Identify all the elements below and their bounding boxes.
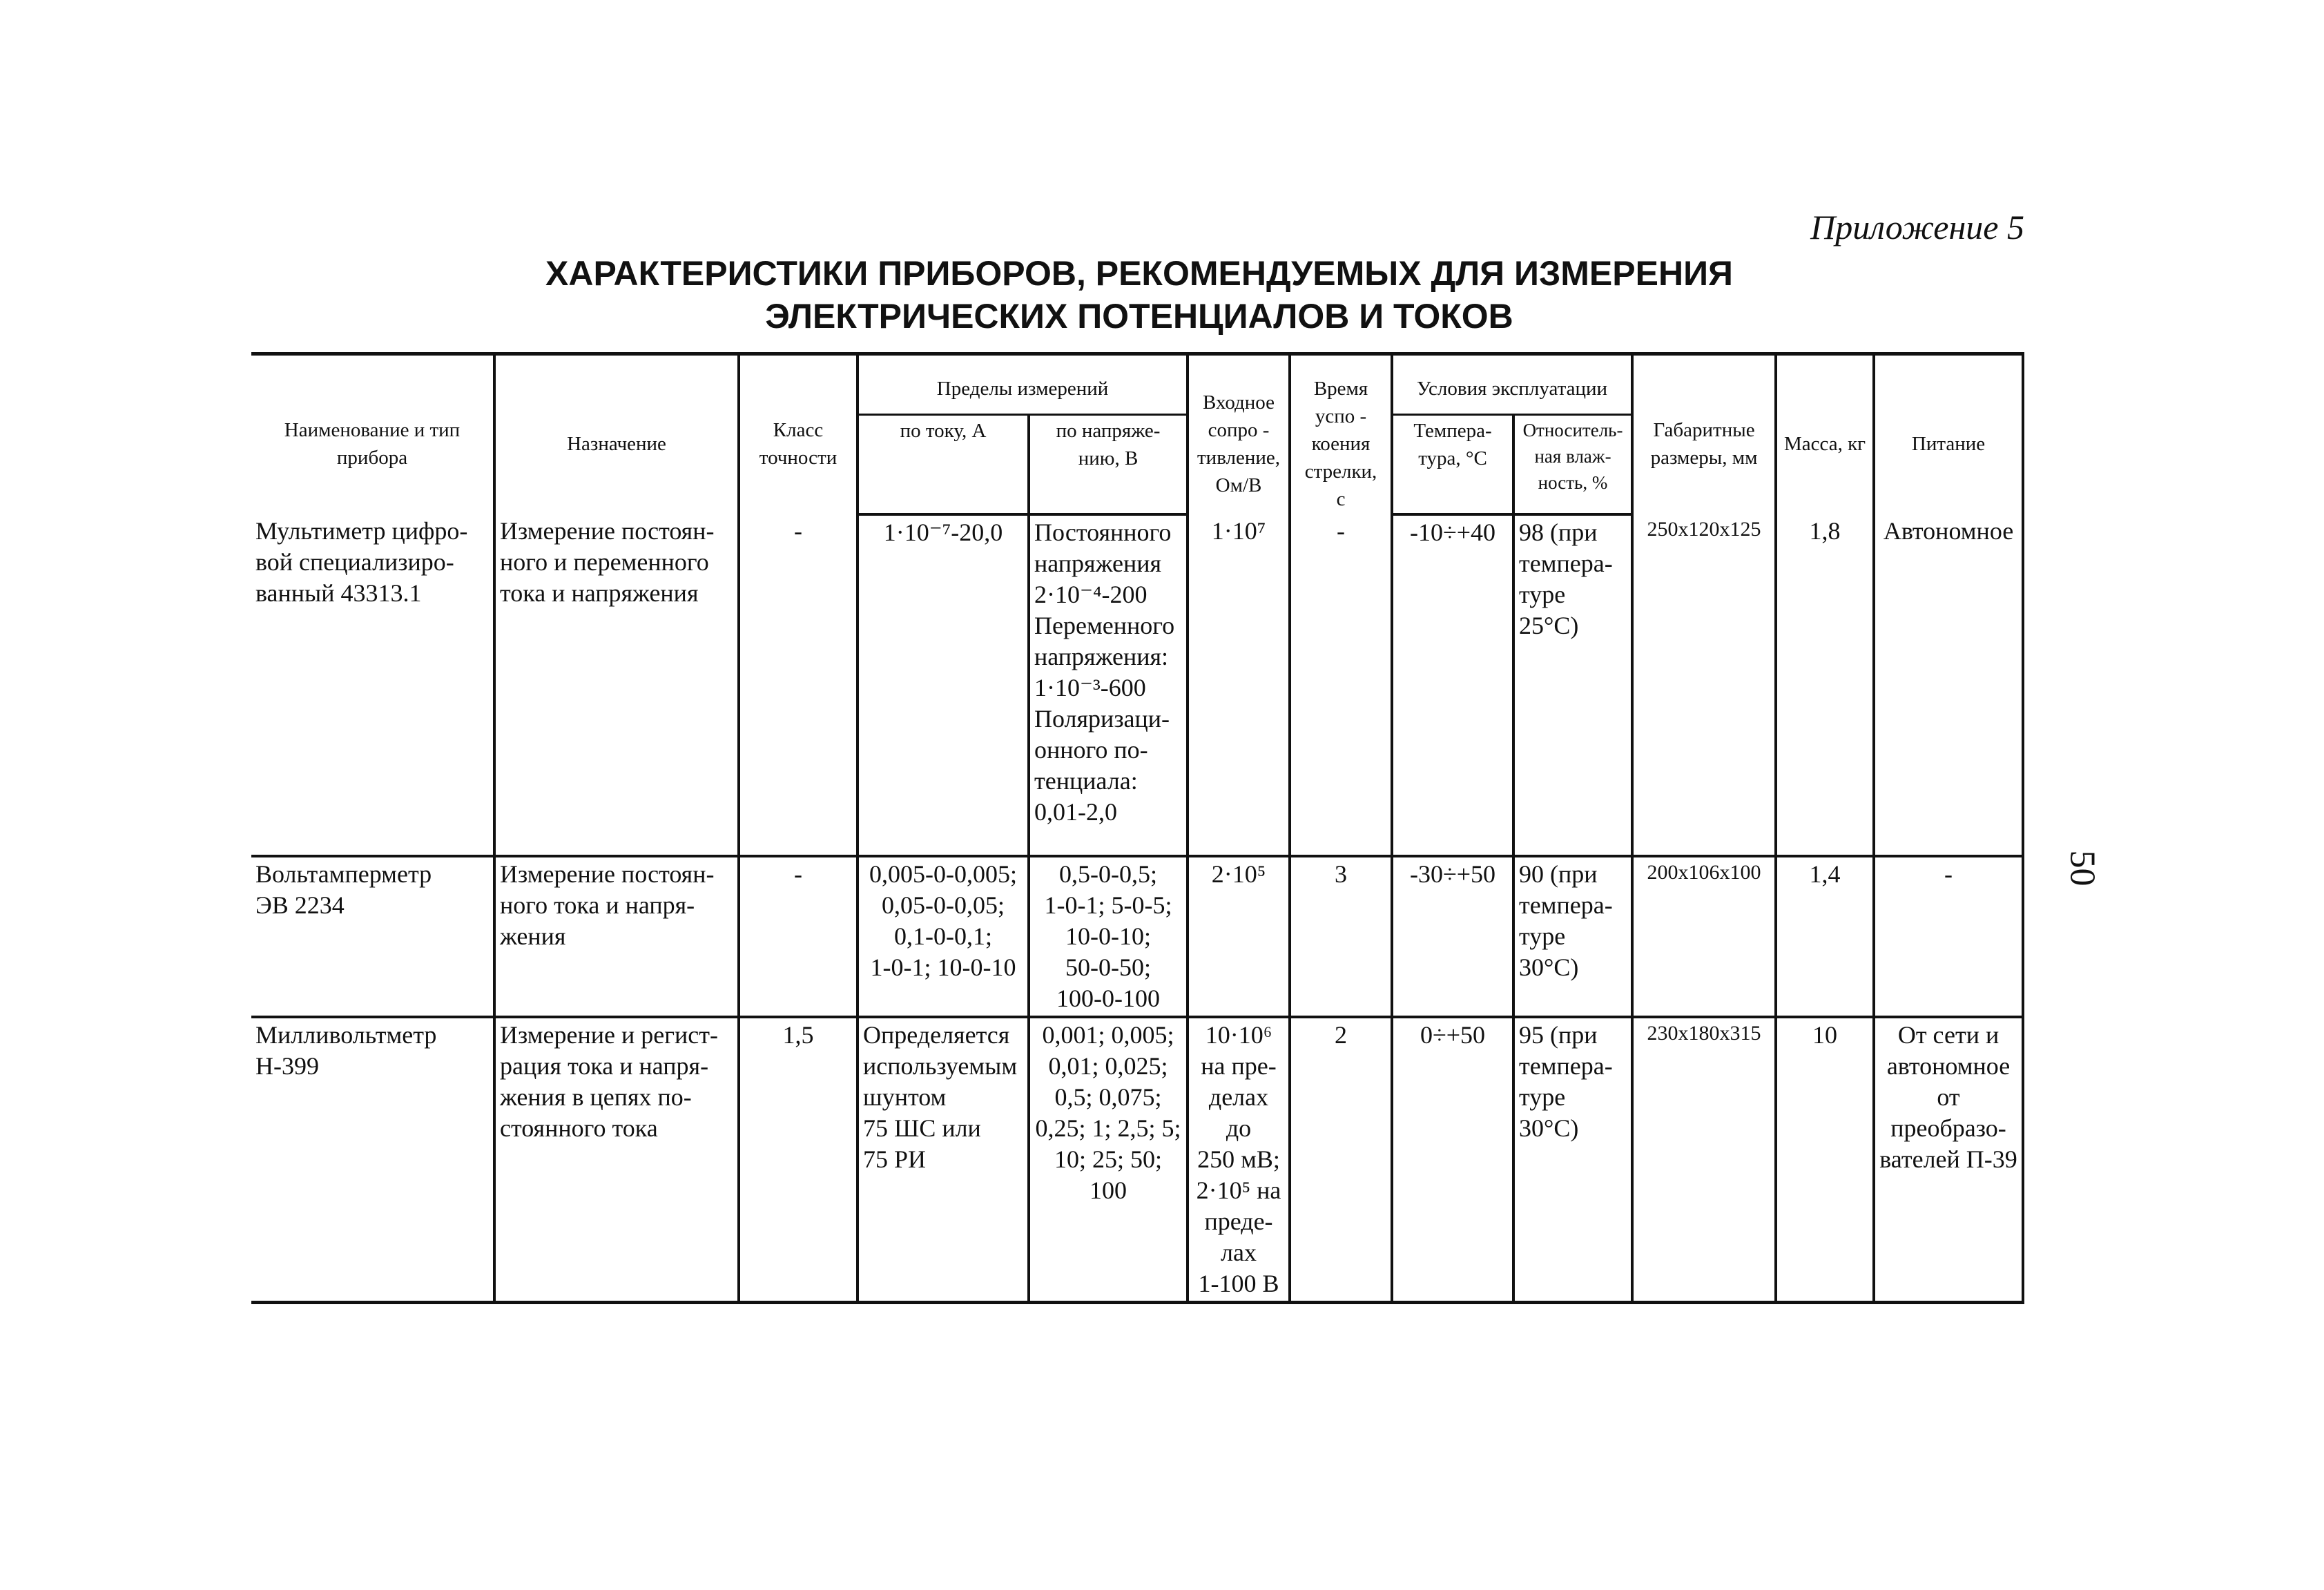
page-title	[0, 252, 2278, 338]
cell-accuracy: -	[739, 856, 858, 1017]
header-temperature: Темпера- тура, °С	[1392, 415, 1513, 515]
cell-mass: 1,8	[1776, 514, 1874, 856]
header-resistance: Входное сопро - тивление, Ом/В	[1188, 354, 1290, 515]
cell-accuracy: 1,5	[739, 1017, 858, 1303]
cell-temperature: -30÷+50	[1392, 856, 1513, 1017]
header-accuracy: Класс точности	[739, 354, 858, 515]
cell-voltage: 0,001; 0,005; 0,01; 0,025; 0,5; 0,075; 0,25; 1; 2,5; 5; 10; 25; 50; 100	[1029, 1017, 1188, 1303]
cell-resistance: 1·10⁷	[1188, 514, 1290, 856]
cell-dimensions: 250x120x125	[1632, 514, 1776, 856]
appendix-label: Приложение 5	[1810, 208, 2024, 246]
header-limits-current: по току, А	[858, 415, 1029, 515]
header-purpose: Назначение	[494, 354, 739, 515]
table-row	[251, 856, 2023, 1017]
header-mass: Масса, кг	[1776, 354, 1874, 515]
header-conditions: Условия эксплуатации	[1392, 354, 1632, 415]
cell-voltage: 0,5-0-0,5; 1-0-1; 5-0-5; 10-0-10; 50-0-50; 100-0-100	[1029, 856, 1188, 1017]
cell-purpose: Измерение постоян- ного и переменного тока и напряжения	[494, 514, 739, 856]
cell-temperature: 0÷+50	[1392, 1017, 1513, 1303]
cell-resistance: 2·10⁵	[1188, 856, 1290, 1017]
cell-purpose: Измерение постоян- ного тока и напря- жения	[494, 856, 739, 1017]
header-limits-voltage: по напряже- нию, В	[1029, 415, 1188, 515]
cell-power: От сети и автономное от преобразо- вателей П-39	[1874, 1017, 2023, 1303]
cell-mass: 1,4	[1776, 856, 1874, 1017]
cell-accuracy: -	[739, 514, 858, 856]
cell-power: -	[1874, 856, 2023, 1017]
cell-temperature: -10÷+40	[1392, 514, 1513, 856]
cell-resistance: 10·10⁶ на пре- делах до 250 мВ; 2·10⁵ на преде- лах 1-100 В	[1188, 1017, 1290, 1303]
cell-dimensions: 200x106x100	[1632, 856, 1776, 1017]
cell-settling: 3	[1290, 856, 1392, 1017]
cell-current: 1·10⁻⁷-20,0	[858, 514, 1029, 856]
title-line-2: ЭЛЕКТРИЧЕСКИХ ПОТЕНЦИАЛОВ И ТОКОВ	[765, 297, 1513, 336]
header-limits: Пределы измерений	[858, 354, 1188, 415]
cell-voltage: Постоянного напряжения 2·10⁻⁴-200 Переменного напряжения: 1·10⁻³-600 Поляризаци- онного по- тенциала: 0,01-2,0	[1029, 514, 1188, 856]
header-dimensions: Габаритные размеры, мм	[1632, 354, 1776, 515]
header-row-1	[251, 354, 2023, 415]
cell-name: Мультиметр цифро- вой специализиро- ванный 43313.1	[251, 514, 494, 856]
table-row	[251, 1017, 2023, 1303]
cell-settling: -	[1290, 514, 1392, 856]
title-line-1: ХАРАКТЕРИСТИКИ ПРИБОРОВ, РЕКОМЕНДУЕМЫХ ДЛЯ ИЗМЕРЕНИЯ	[545, 254, 1733, 293]
cell-power: Автономное	[1874, 514, 2023, 856]
cell-settling: 2	[1290, 1017, 1392, 1303]
cell-mass: 10	[1776, 1017, 1874, 1303]
cell-purpose: Измерение и регист- рация тока и напря- жения в цепях по- стоянного тока	[494, 1017, 739, 1303]
header-settling: Время успо - коения стрелки, с	[1290, 354, 1392, 515]
page-number: 50	[2062, 850, 2102, 886]
cell-dimensions: 230x180x315	[1632, 1017, 1776, 1303]
cell-current: 0,005-0-0,005; 0,05-0-0,05; 0,1-0-0,1; 1-0-1; 10-0-10	[858, 856, 1029, 1017]
table-row	[251, 514, 2023, 856]
cell-name: Милливольтметр Н-399	[251, 1017, 494, 1303]
cell-humidity: 98 (при темпера- туре 25°С)	[1513, 514, 1632, 856]
cell-humidity: 90 (при темпера- туре 30°С)	[1513, 856, 1632, 1017]
header-name: Наименование и тип прибора	[251, 354, 494, 515]
cell-name: Вольтамперметр ЭВ 2234	[251, 856, 494, 1017]
header-power: Питание	[1874, 354, 2023, 515]
instruments-table	[251, 352, 2024, 1304]
header-humidity: Относитель- ная влаж- ность, %	[1513, 415, 1632, 515]
cell-current: Определяется используемым шунтом 75 ШС или 75 РИ	[858, 1017, 1029, 1303]
cell-humidity: 95 (при темпера- туре 30°С)	[1513, 1017, 1632, 1303]
